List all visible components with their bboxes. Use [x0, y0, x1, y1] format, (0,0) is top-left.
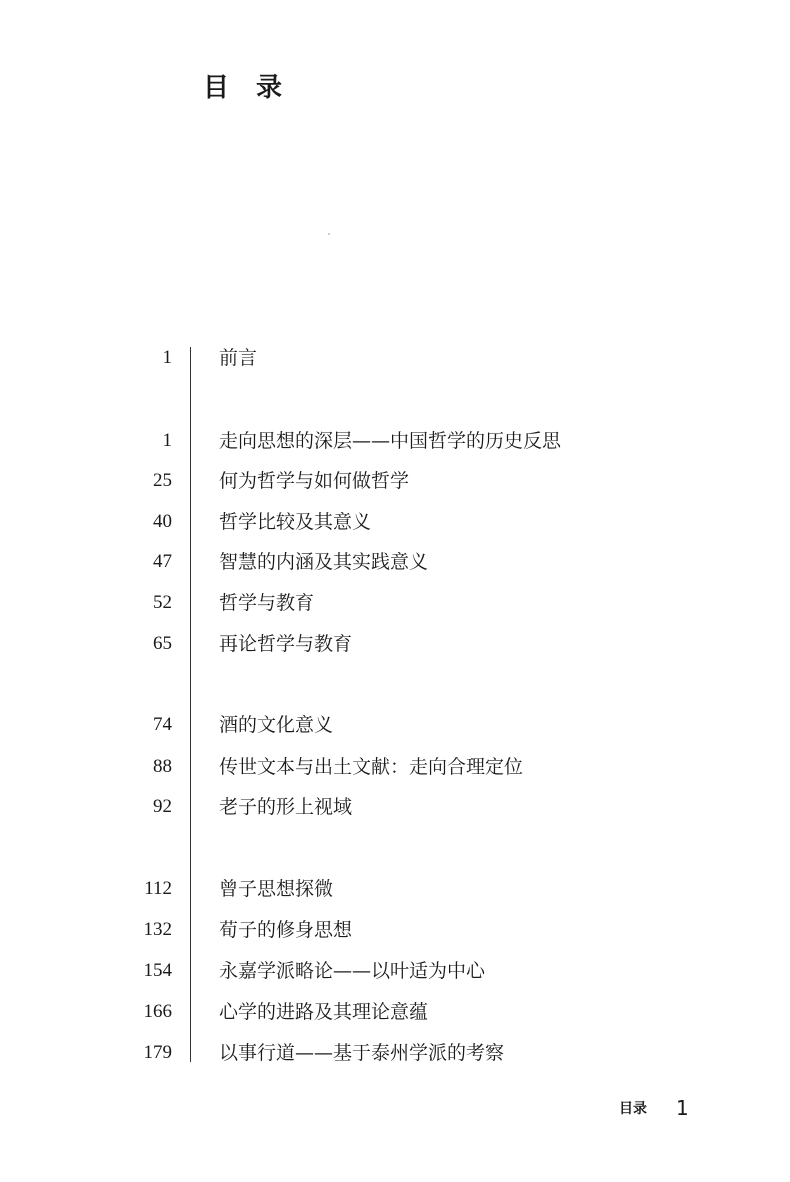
toc-entry[interactable] — [0, 627, 790, 661]
toc-entry[interactable] — [0, 586, 790, 620]
toc-entry-title: 传世文本与出土文献：走向合理定位 — [219, 756, 524, 778]
toc-entry[interactable] — [0, 708, 790, 742]
toc-entry-title: 心学的进路及其理论意蕴 — [219, 1001, 429, 1023]
toc-page-number: 1 — [162, 347, 172, 368]
toc-entry[interactable] — [0, 545, 790, 579]
toc-page-number: 92 — [153, 796, 172, 817]
toc-entry[interactable] — [0, 954, 790, 988]
toc-page-number: 166 — [143, 1001, 172, 1022]
toc-page-number: 112 — [144, 878, 172, 899]
toc-entry-title: 智慧的内涵及其实践意义 — [219, 551, 429, 573]
toc-entry-title: 以事行道——基于泰州学派的考察 — [219, 1042, 505, 1064]
toc-entry[interactable] — [0, 750, 790, 784]
toc-entry[interactable] — [0, 790, 790, 824]
toc-entry-title: 永嘉学派略论——以叶适为中心 — [219, 960, 486, 982]
toc-entry-title: 何为哲学与如何做哲学 — [219, 470, 410, 492]
toc-entry-title: 曾子思想探微 — [219, 878, 334, 900]
toc-entry-title: 再论哲学与教育 — [219, 633, 353, 655]
toc-page-number: 179 — [143, 1042, 172, 1063]
toc-entry-title: 老子的形上视域 — [219, 796, 353, 818]
toc-page-number: 74 — [153, 714, 172, 735]
toc-entry[interactable] — [0, 872, 790, 906]
toc-page-number: 25 — [153, 470, 172, 491]
toc-page-number: 65 — [153, 633, 172, 654]
toc-page-number: 52 — [153, 592, 172, 613]
toc-page-number: 1 — [162, 430, 172, 451]
folio-page-number: 1 — [676, 1096, 689, 1120]
print-speck — [328, 233, 330, 235]
toc-entry-title: 走向思想的深层——中国哲学的历史反思 — [219, 430, 562, 452]
toc-entry[interactable] — [0, 341, 790, 375]
toc-page-number: 132 — [143, 919, 172, 940]
toc-entry[interactable] — [0, 424, 790, 458]
toc-entry-title: 荀子的修身思想 — [219, 919, 353, 941]
toc-entry-title: 哲学比较及其意义 — [219, 511, 372, 533]
running-footer-label: 目录 — [619, 1101, 647, 1117]
page-title: 目 录 — [203, 73, 292, 103]
toc-entry-title: 酒的文化意义 — [219, 714, 334, 736]
toc-entry[interactable] — [0, 464, 790, 498]
toc-entry[interactable] — [0, 505, 790, 539]
toc-entry-title: 前言 — [219, 347, 258, 369]
toc-entry[interactable] — [0, 1036, 790, 1070]
toc-page-number: 47 — [153, 551, 172, 572]
toc-page-number: 154 — [143, 960, 172, 981]
toc-entry-title: 哲学与教育 — [219, 592, 315, 614]
toc-page-number: 40 — [153, 511, 172, 532]
toc-page-number: 88 — [153, 756, 172, 777]
toc-entry[interactable] — [0, 913, 790, 947]
toc-entry[interactable] — [0, 995, 790, 1029]
